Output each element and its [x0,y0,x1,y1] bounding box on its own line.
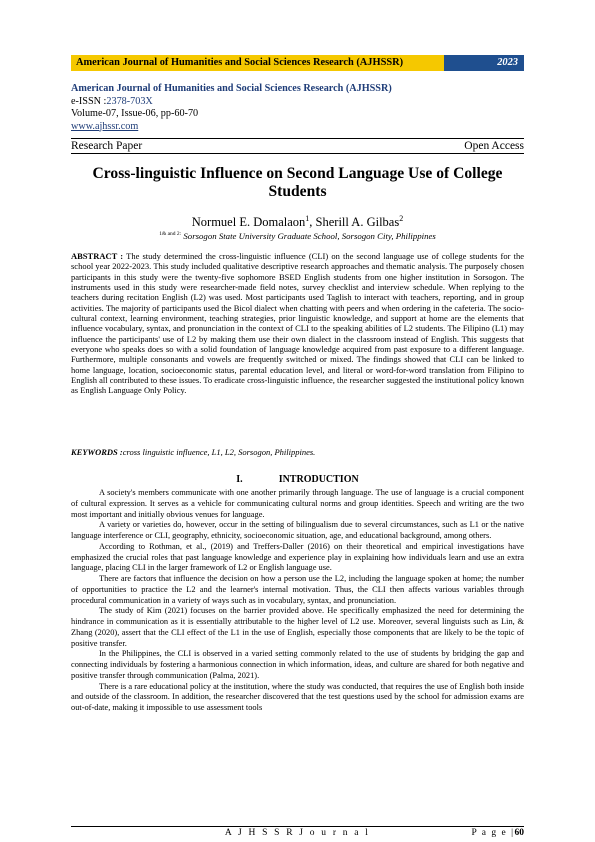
eissn-label: e-ISSN : [71,95,107,107]
abstract-label: ABSTRACT : [71,251,124,261]
paragraph: According to Rothman, et al., (2019) and Treffers-Daller (2016) on their theoretical and empirical investigations have emphasized the crucial roles that past language knowledge and experience play in explaining how individuals learn and use an extra language, placing CLI in the larger framework of L2 or English language use. [71,541,524,573]
abstract-text: The study determined the cross-linguistic influence (CLI) on the second language use of college students for the school year 2022-2023. This study included qualitative descriptive research approaches and thematic analysis. The purposely chosen participants in this study were the twenty-five sophomore BSED English students from one higher institution in Sorsogon. The instruments used in this study were researcher-made field notes, survey checklist and interview schedule. When replying to the teachers during recitation English (L2) was used. Most participants used Taglish to interact with teachers, reporting, and in group activities. The majority of participants used the Bicol dialect when chatting with peers and when ordering in the cafeteria. The socio-cultural context, learning environment, teaching strategies, prior linguistic knowledge, and support at home are the elements that influence vocabulary, syntax, and pronunciation in the context of CLI to the speaking abilities of L2 students. The Filipino (L1) may influence the participants' use of L2 by making them use their own dialect in the classroom instead of English. This suggests that everyone who speaks does so with a solid foundation of language knowledge acquired from past exposure to a different language. Furthermore, multiple consonants and vowels are frequently switched or mixed. The findings showed that CLI can be linked to home language, location, socioeconomic status, parental education level, and literal or word-for-word translation from Filipino to English all contributed to these issues. To eradicate cross-linguistic influence, the researcher suggested the institutional policy known as English Language Only Policy. [71,251,524,396]
page-number: 60 [514,828,524,838]
affiliation-sup: 1& and 2: [159,231,182,237]
author-1: Normuel E. Domalaon [191,215,306,230]
paragraph: There is a rare educational policy at the institution, where the study was conducted, that requires the use of English both inside and outside of the classroom. In addition, the researcher discovered that the test questions used by the school for admission exams are out-of-date, making it impossible to use assessment tools [71,681,524,712]
body-text [71,488,524,714]
author-list [71,211,524,230]
section-heading [71,474,524,486]
banner-year: 2023 [444,55,524,71]
section-title: INTRODUCTION [278,474,359,485]
footer-page [471,827,524,840]
footer-journal: A J H S S R J o u r n a l [224,828,371,838]
paragraph: There are factors that influence the decision on how a person use the L2, including the language spoken at home; the number of opportunities to practice the L2 and the learner's internal motivation. Thus, the CLI then affects various variables through procedural communication in a variety of ways such as in vocabulary, syntax, and pronunciation. [71,574,524,605]
open-access-label: Open Access [464,140,524,152]
paragraph: A society's members communicate with one another primarily through language. The use of language is a crucial component of cultural expression. It serves as a vehicle for communicating cultural norms and group identities. Speech and writing are the two most important and initially obvious venues for language. [71,488,524,519]
paper-title: Cross-linguistic Influence on Second Language Use of College Students [92,165,503,200]
banner-journal-title: American Journal of Humanities and Social Sciences Research (AJHSSR) [71,55,444,71]
affiliation [71,229,524,242]
website-link[interactable]: www.ajhssr.com [71,120,139,132]
abstract [71,251,524,396]
article-meta [71,83,524,133]
section-number: I. [236,474,243,485]
volume-line: Volume-07, Issue-06, pp-60-70 [71,108,199,119]
page-label: P a g e | [471,828,515,838]
paragraph: The study of Kim (2021) focuses on the barrier provided above. He specifically emphasized the need for determining the hindrance in communication as it is essentially attributable to the higher level of L2 use. Moreover, several linguists such as Lin, & Zhang (2020), assert that the CLI effect of the L1 in the use of English, especially those components that are likely to be the topic of positive transfer. [71,606,524,648]
eissn-line [71,96,524,109]
page-footer [71,826,524,838]
eissn-value: 2378-703X [106,95,153,107]
keywords [71,447,524,458]
author-2-sup: 2 [399,214,404,223]
author-2: Sherill A. Gilbas [315,215,400,230]
affiliation-text: Sorsogon State University Graduate School, Sorsogon City, Philippines [183,230,436,241]
author-1-sup: 1 [305,214,310,223]
keywords-text: cross linguistic influence, L1, L2, Sorsogon, Philippines. [122,447,316,457]
paper-type: Research Paper [71,140,143,152]
keywords-label: KEYWORDS : [71,447,123,457]
journal-name: American Journal of Humanities and Social Sciences Research (AJHSSR) [71,83,392,94]
author-separator: , [309,215,316,230]
paragraph: A variety or varieties do, however, occur in the setting of bilingualism due to several circumstances, such as L1 or the native language interference or CLI, geography, ethnicity, socioeconomic situation, age, and educational background, among others. [71,520,524,540]
paper-type-bar [71,138,524,154]
journal-banner [71,55,524,71]
paragraph: In the Philippines, the CLI is observed in a varied setting commonly related to the use of students by bridging the gap and connecting individuals by fostering a harmonious connection in which information, ideas, and culture are shared for both negative and positive transfer through communication (Palma, 2021). [71,649,524,680]
